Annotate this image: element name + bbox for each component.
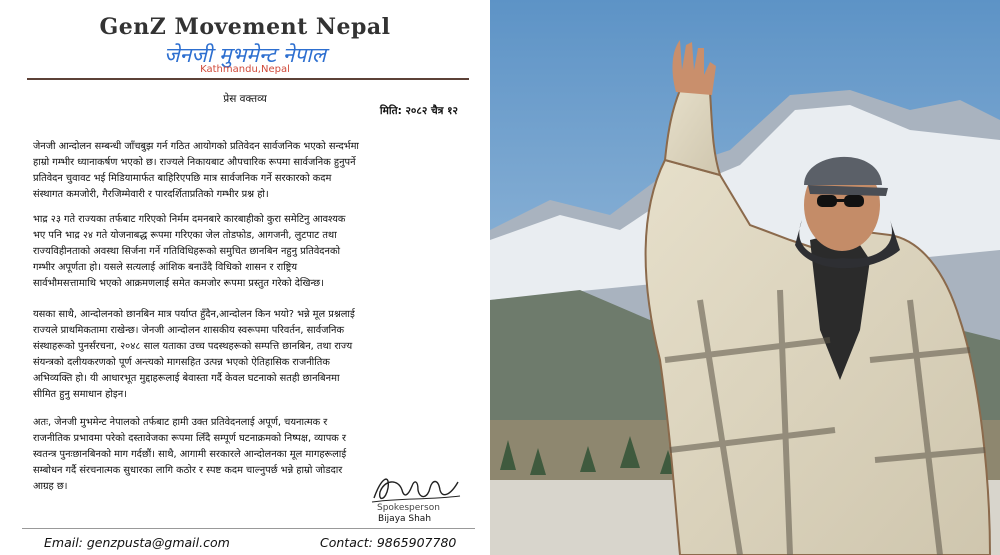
paragraph-3: यसका साथै, आन्दोलनको छानबिन मात्र पर्याप्त हुँदैन,आन्दोलन किन भयो? भन्ने मूल प्रश्नलाई राज्यले प्राथमिकतामा राखेन्छ। जेनजी आन्दोलन शासकीय स्वरूपमा परिवर्तन, सार्वजनिक संस्थाहरूको पुनर्संरचना, २०४८ साल यताका उच्च पदस्थहरूको सम्पत्ति छानबिन, तथा राज्य संयन्त्रको दलीयकरणको पूर्ण अन्त्यको मागसहित उत्पन्न भएको ऐतिहासिक राजनीतिक अभिव्यक्ति हो। यी आधारभूत मुद्दाहरूलाई बेवास्ता गर्दै केवल घटनाको सतही छानबिनमा सीमित हुनु समाधान होइन।	[33, 309, 355, 400]
signature-name: Bijaya Shah	[378, 514, 432, 524]
footer-divider	[22, 528, 475, 529]
footer-contact: Contact: 9865907780	[320, 535, 457, 550]
paragraph-2: भाद्र २३ गते राज्यका तर्फबाट गरिएको निर्मम दमनबारे कारबाहीको कुरा समेटिनु आवश्यक भए पनि भाद्र २४ गते योजनाबद्ध रूपमा गरिएका जेल तोडफोड, आगजनी, लुटपाट तथा राज्यविहीनताको अवस्था सिर्जना गर्ने गतिविधिहरूको समुचित छानबिन नहुनु प्रतिवेदनको गम्भीर अपूर्णता हो। यसले सत्यलाई आंशिक बनाउँदै विधिको शासन र राष्ट्रिय सार्वभौमसत्तामाथि भएको आक्रमणलाई समेत कमजोर रूपमा प्रस्तुत गरेको देखिन्छ।	[33, 214, 346, 289]
paragraph-1: जेनजी आन्दोलन सम्बन्धी जाँचबुझ गर्न गठित आयोगको प्रतिवेदन सार्वजनिक भएको सन्दर्भमा हाम्रो गम्भीर ध्यानाकर्षण भएको छ। राज्यले निकायबाट औपचारिक रूपमा सार्वजनिक हुनुपर्ने प्रतिवेदन चुवावट भई मिडियामार्फत बाहिरिएपछि मात्र सार्वजनिक गर्ने सरकारको कदम संस्थागत कमजोरी, गैरजिम्मेवारी र पारदर्शिताप्रतिको गम्भीर प्रश्न हो।	[33, 141, 359, 200]
press-release-document	[0, 0, 490, 555]
org-name-nepali: जेनजी मुभमेन्ट नेपाल	[164, 43, 326, 67]
document-date: मिति: २०८२ चैत्र १२	[379, 105, 458, 117]
spokesperson-photo	[490, 0, 1000, 555]
document-title: प्रेस वक्तव्य	[223, 93, 267, 105]
org-name: GenZ Movement Nepal	[99, 14, 391, 40]
header-divider	[27, 78, 469, 80]
org-location: Kathmandu,Nepal	[200, 64, 290, 75]
signature-icon	[368, 468, 464, 508]
paragraph-4: अतः, जेनजी मुभमेन्ट नेपालको तर्फबाट हामी उक्त प्रतिवेदनलाई अपूर्ण, चयनात्मक र राजनीतिक प्रभावमा परेको दस्तावेजका रूपमा लिँदै सम्पूर्ण घटनाक्रमको निष्पक्ष, व्यापक र स्वतन्त्र पुनःछानबिनको माग गर्दछौं। साथै, आगामी सरकारले आन्दोलनका मूल मागहरूलाई सम्बोधन गर्दै संरचनात्मक सुधारका लागि कठोर र स्पष्ट कदम चाल्नुपर्छ भन्ने हाम्रो जोडदार आग्रह छ।	[33, 417, 347, 492]
mountain-scene-icon	[490, 0, 1000, 555]
footer-email: Email: genzpusta@gmail.com	[44, 535, 230, 550]
signature-role: Spokesperson	[377, 503, 440, 513]
